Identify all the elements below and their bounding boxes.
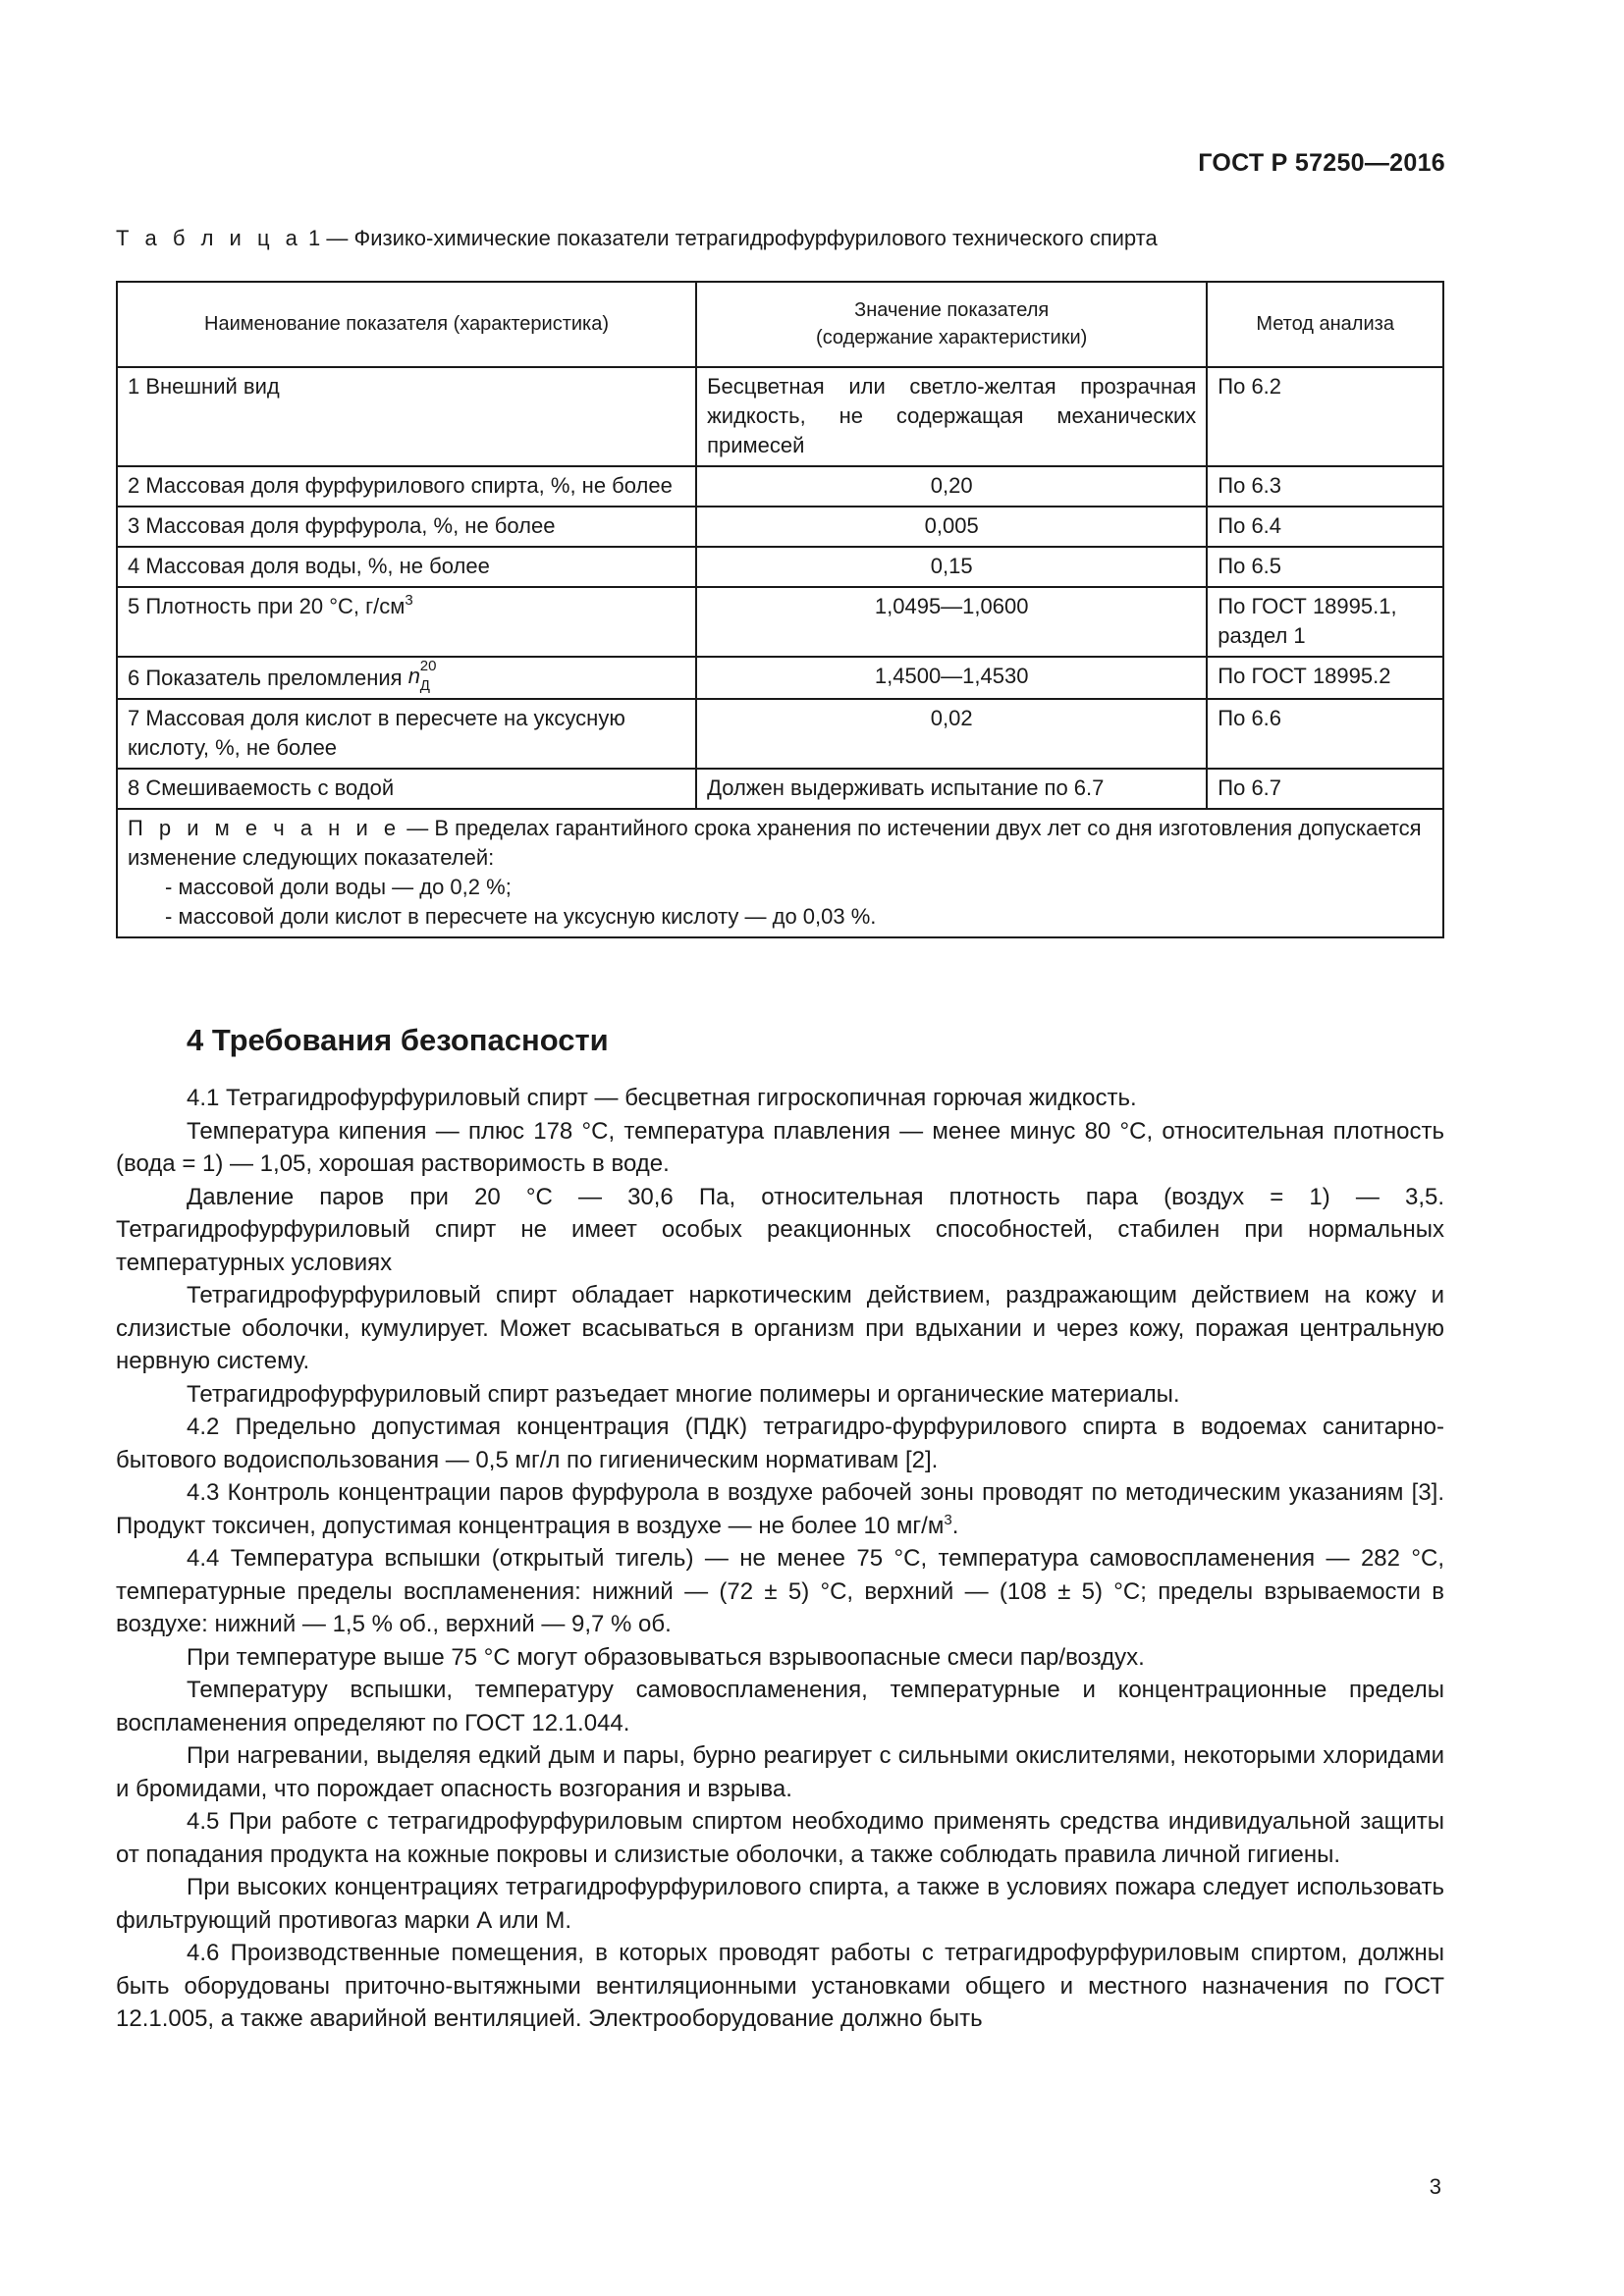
row-name [117,657,696,699]
table-note [117,809,1443,937]
paragraph: При высоких концентрациях тетрагидрофурфурилового спирта, а также в условиях пожара следует использовать фильтрующий противогаз марки А или М. [116,1874,1444,1934]
table-caption-text: 1 — Физико-химические показатели тетрагидрофурфурилового технического спирта [308,226,1158,250]
row-method: По 6.6 [1207,699,1443,769]
row-method: По 6.5 [1207,547,1443,587]
note-label: П р и м е ч а н и е [128,816,402,840]
paragraph: Тетрагидрофурфуриловый спирт обладает наркотическим действием, раздражающим действием на кожу и слизистые оболочки, кумулирует. Может всасываться в организм при вдыхании и через кожу, поражая центральную нервную систему. [116,1282,1444,1374]
superscript: 3 [405,592,413,609]
refraction-symbol [407,658,440,694]
note-item: - массовой доли воды — до 0,2 %; [165,875,512,899]
row-method: По 6.3 [1207,466,1443,507]
row-value: 0,15 [696,547,1207,587]
table-row [117,507,1443,547]
table-row [117,367,1443,466]
row-name-text: 6 Показатель преломления [128,666,403,690]
table-caption-label: Т а б л и ц а [116,226,302,250]
row-value: 1,0495—1,0600 [696,587,1207,657]
paragraph: 4.4 Температура вспышки (открытый тигель) — не менее 75 °С, температура самовоспламенения — 282 °С, температурные пределы воспламенения: нижний — (72 ± 5) °С, верхний — (108 ± 5) °С; пределы взрываемости в воздухе: нижний — 1,5 % об., верхний — 9,7 % об. [116,1545,1444,1637]
paragraph-4-3-text: 4.3 Контроль концентрации паров фурфурола в воздухе рабочей зоны проводят по методическим указаниям [3]. Продукт токсичен, допустимая концентрация в воздухе — не более 10 мг/м [116,1479,1444,1539]
row-name: 7 Массовая доля кислот в пересчете на уксусную кислоту, %, не более [117,699,696,769]
row-name: 2 Массовая доля фурфурилового спирта, %, не более [117,466,696,507]
column-header-method: Метод анализа [1207,282,1443,367]
row-name: 1 Внешний вид [117,367,696,466]
table-row [117,699,1443,769]
table-row [117,547,1443,587]
row-method: По ГОСТ 18995.1, раздел 1 [1207,587,1443,657]
paragraph: При нагревании, выделяя едкий дым и пары, бурно реагирует с сильными окислителями, некоторыми хлоридами и бромидами, что порождает опасность возгорания и взрыва. [116,1742,1444,1802]
section-body [116,1082,1444,2036]
table-header-row [117,282,1443,367]
row-value: Бесцветная или светло-желтая прозрачная жидкость, не содержащая механических примесей [696,367,1207,466]
row-method: По ГОСТ 18995.2 [1207,657,1443,699]
row-name: 8 Смешиваемость с водой [117,769,696,809]
paragraph: 4.5 При работе с тетрагидрофурфуриловым спиртом необходимо применять средства индивидуальной защиты от попадания продукта на кожные покровы и слизистые оболочки, а также соблюдать правила личной гигиены. [116,1808,1444,1868]
symbol-n: n [407,664,420,688]
table-row [117,466,1443,507]
row-name [117,587,696,657]
paragraph: Температура кипения — плюс 178 °С, температура плавления — менее минус 80 °С, относительная плотность (вода = 1) — 1,05, хорошая растворимость в воде. [116,1117,1444,1177]
paragraph-4-3-end: . [951,1512,959,1539]
symbol-sub: Д [419,677,430,694]
table-row [117,587,1443,657]
paragraph: 4.6 Производственные помещения, в которых проводят работы с тетрагидрофурфуриловым спиртом, должны быть оборудованы приточно-вытяжными вентиляционными установками общего и местного назначения по ГОСТ 12.1.005, а также аварийной вентиляцией. Электрооборудование должно быть [116,1940,1444,2032]
section-title: 4 Требования безопасности [187,1023,609,1057]
paragraph-4-3 [116,1476,1444,1542]
paragraph: 4.1 Тетрагидрофурфуриловый спирт — бесцветная гигроскопичная горючая жидкость. [187,1085,1137,1111]
superscript: 3 [944,1511,952,1528]
row-name: 4 Массовая доля воды, %, не более [117,547,696,587]
note-item: - массовой доли кислот в пересчете на уксусную кислоту — до 0,03 %. [165,904,877,929]
row-method: По 6.7 [1207,769,1443,809]
column-header-name: Наименование показателя (характеристика) [117,282,696,367]
properties-table [116,281,1444,938]
row-method: По 6.2 [1207,367,1443,466]
row-method: По 6.4 [1207,507,1443,547]
column-header-value-line2: (содержание характеристики) [816,327,1088,348]
column-header-value-line1: Значение показателя [854,299,1050,321]
document-code: ГОСТ Р 57250—2016 [1198,149,1445,177]
table-note-row [117,809,1443,937]
row-value: 1,4500—1,4530 [696,657,1207,699]
column-header-value [696,282,1207,367]
note-text: — В пределах гарантийного срока хранения по истечении двух лет со дня изготовления допускается изменение следующих показателей: [128,816,1422,870]
row-value: Должен выдерживать испытание по 6.7 [696,769,1207,809]
row-name-text: 5 Плотность при 20 °С, г/см [128,594,406,618]
table-row [117,657,1443,699]
row-value: 0,20 [696,466,1207,507]
paragraph: 4.2 Предельно допустимая концентрация (ПДК) тетрагидро-фурфурилового спирта в водоемах санитарно-бытового водоиспользования — 0,5 мг/л по гигиеническим нормативам [2]. [116,1414,1444,1473]
note-body [128,816,1422,870]
paragraph: При температуре выше 75 °С могут образовываться взрывоопасные смеси пар/воздух. [187,1643,1145,1671]
page-number: 3 [1429,2174,1441,2199]
row-name: 3 Массовая доля фурфурола, %, не более [117,507,696,547]
paragraph: Тетрагидрофурфуриловый спирт разъедает многие полимеры и органические материалы. [187,1380,1180,1408]
row-value: 0,02 [696,699,1207,769]
row-value: 0,005 [696,507,1207,547]
paragraph: Температуру вспышки, температуру самовоспламенения, температурные и концентрационные пределы воспламенения определяют по ГОСТ 12.1.044. [116,1677,1444,1736]
symbol-sup: 20 [419,658,437,674]
table-row [117,769,1443,809]
paragraph: Давление паров при 20 °С — 30,6 Па, относительная плотность пара (воздух = 1) — 3,5. Тетрагидрофурфуриловый спирт не имеет особых реакционных способностей, стабилен при нормальных температурных условиях [116,1183,1444,1276]
table-caption [116,226,1158,251]
